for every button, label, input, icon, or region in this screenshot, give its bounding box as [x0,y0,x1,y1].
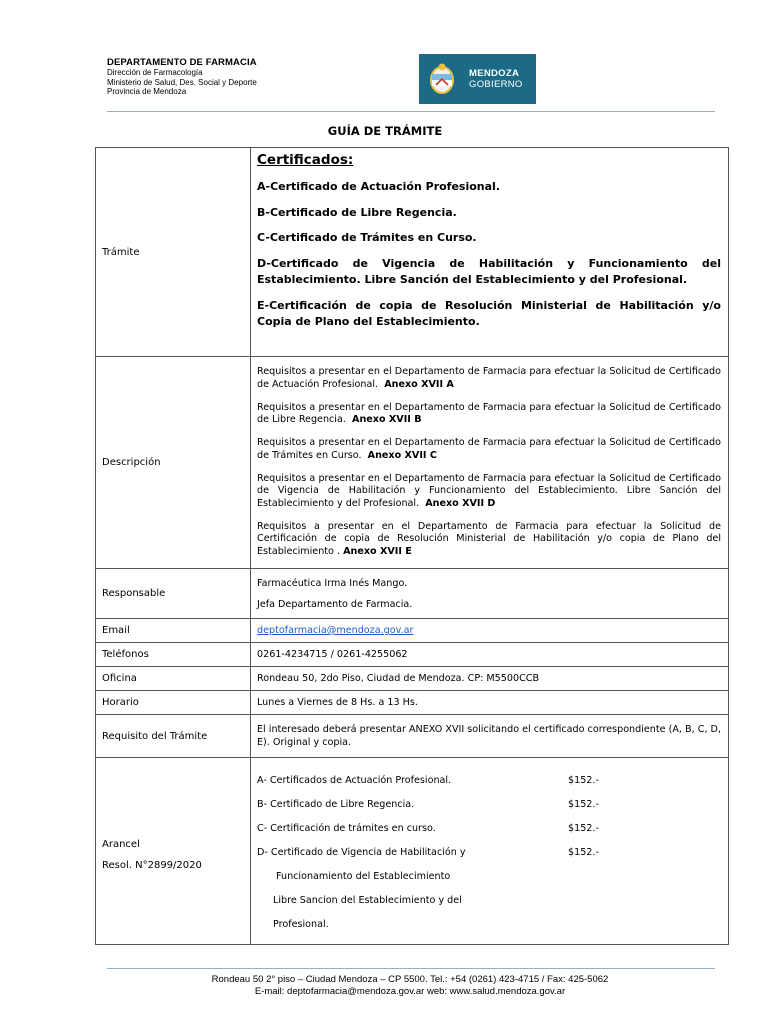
label-tramite: Trámite [96,148,251,357]
footer-contact: E-mail: deptofarmacia@mendoza.gov.ar web: www.salud.mendoza.gov.ar [254,986,566,997]
footer-address: Rondeau 50 2° piso – Ciudad Mendoza – CP 5500. Tel.: +54 (0261) 423-4715 / Fax: 425-5062 [211,974,609,985]
fee-price: $152.- [568,846,599,858]
responsible-name: Farmacéutica Irma Inés Mango. [257,577,408,589]
requirement-item: Requisitos a presentar en el Departamento de Farmacia para efectuar la Solicitud de Certificado de Actuación Profesional. Anexo XVII A [257,366,721,390]
fee-row [257,840,721,864]
certificate-item: A-Certificado de Actuación Profesional. [257,180,501,193]
fee-price: $152.- [568,822,599,834]
label-responsable: Responsable [96,569,251,619]
header-divider [107,111,715,112]
responsible-role: Jefa Departamento de Farmacia. [257,598,413,610]
responsable-content [251,569,729,619]
requirement-item: Requisitos a presentar en el Departamento de Farmacia para efectuar la Solicitud de Certificado de Vigencia de Habilitación y Funcionamiento del Establecimiento. Libre Sanción del Establecimiento y del Profesional. Anexo XVII D [257,472,721,509]
arancel-label-cell [96,758,251,945]
arancel-content [251,758,729,945]
row-tramite [96,148,729,357]
certificate-item: D-Certificado de Vigencia de Habilitación y Funcionamiento del Establecimiento. Libre Sanción del Establecimiento y del Profesional. [257,256,721,286]
label-telefonos: Teléfonos [96,643,251,667]
label-email: Email [96,619,251,643]
logo-line-1: MENDOZA [469,68,520,79]
label-arancel: Arancel [102,839,140,850]
resolution-number: Resol. N°2899/2020 [102,860,202,871]
row-horario [96,691,729,715]
letterhead-line: Dirección de Farmacología [107,68,203,77]
certificates-heading: Certificados: [257,152,354,168]
fee-row [257,816,721,840]
row-responsable [96,569,729,619]
footer-divider [107,968,715,969]
row-email [96,619,729,643]
fee-continuation: Libre Sancion del Establecimiento y del [273,894,462,906]
fee-price: $152.- [568,774,599,786]
tramite-content [251,148,729,357]
fee-row [257,768,721,792]
requisito-value: El interesado deberá presentar ANEXO XVII solicitando el certificado correspondiente (A, B, C, D, E). Original y copia. [251,715,729,758]
logo-line-2: GOBIERNO [469,79,523,90]
row-arancel [96,758,729,945]
annex-ref: Anexo XVII C [367,449,437,461]
row-oficina [96,667,729,691]
letterhead-line: Ministerio de Salud, Des. Social y Deporte [107,77,257,87]
horario-value: Lunes a Viernes de 8 Hs. a 13 Hs. [251,691,729,715]
telefonos-value: 0261-4234715 / 0261-4255062 [251,643,729,667]
fee-item: A- Certificados de Actuación Profesional. [257,774,452,786]
row-telefonos [96,643,729,667]
requirement-item: Requisitos a presentar en el Departamento de Farmacia para efectuar la Solicitud de Certificado de Trámites en Curso. Anexo XVII C [257,437,721,461]
provincial-seal-icon [427,61,457,97]
fee-price: $152.- [568,798,599,810]
page-title: GUÍA DE TRÁMITE [327,124,443,138]
fee-continuation: Profesional. [273,918,329,930]
label-oficina: Oficina [96,667,251,691]
annex-ref: Anexo XVII E [343,546,412,558]
email-link[interactable]: deptofarmacia@mendoza.gov.ar [257,625,414,636]
certificate-item: E-Certificación de copia de Resolución Ministerial de Habilitación y/o Copia de Plano del Establecimiento. [257,298,721,328]
mendoza-gobierno-logo [419,54,536,104]
annex-ref: Anexo XVII D [425,497,496,509]
label-requisito: Requisito del Trámite [96,715,251,758]
fee-item: B- Certificado de Libre Regencia. [257,798,415,810]
annex-ref: Anexo XVII A [384,378,454,390]
fee-continuation: Funcionamiento del Establecimiento [276,870,451,882]
procedure-table [95,147,729,945]
email-cell [251,619,729,643]
label-descripcion: Descripción [96,357,251,569]
department-name: DEPARTAMENTO DE FARMACIA [107,57,257,68]
certificate-item: B-Certificado de Libre Regencia. [257,205,457,219]
row-requisito [96,715,729,758]
certificate-item: C-Certificado de Trámites en Curso. [257,231,477,244]
fee-item: D- Certificado de Vigencia de Habilitación y [257,846,466,858]
fee-row [257,792,721,816]
row-descripcion [96,357,729,569]
descripcion-content [251,357,729,569]
letterhead-line: Provincia de Mendoza [107,87,187,96]
letterhead [107,57,257,97]
label-horario: Horario [96,691,251,715]
requirement-item: Requisitos a presentar en el Departamento de Farmacia para efectuar la Solicitud de Certificado de Libre Regencia. Anexo XVII B [257,401,721,426]
annex-ref: Anexo XVII B [352,414,422,426]
oficina-value: Rondeau 50, 2do Piso, Ciudad de Mendoza. CP: M5500CCB [251,667,729,691]
requirement-item: Requisitos a presentar en el Departamento de Farmacia para efectuar la Solicitud de Certificación de copia de Resolución Ministerial de Habilitación y/o copia de Plano del Establecimiento . Anexo XVII E [257,520,721,558]
fee-item: C- Certificación de trámites en curso. [257,822,436,834]
